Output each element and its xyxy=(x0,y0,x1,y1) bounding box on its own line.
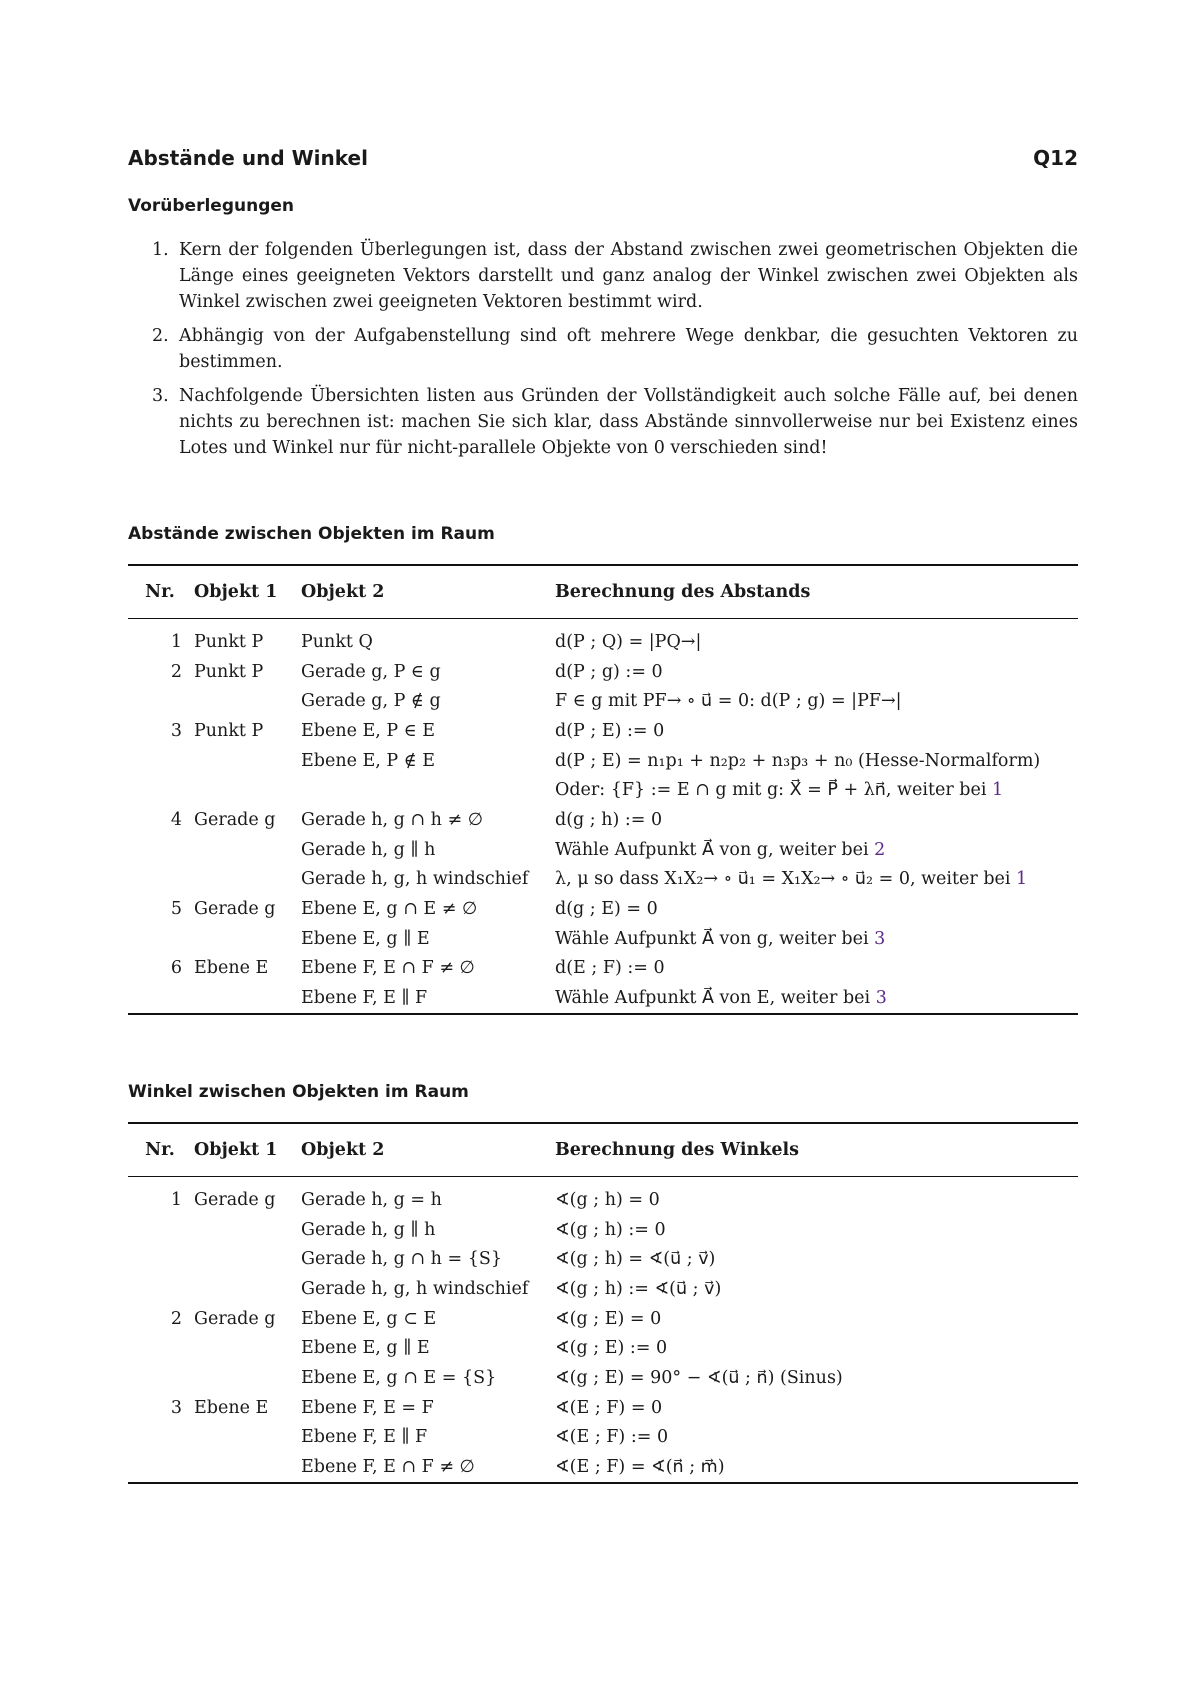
list-item xyxy=(128,237,1078,315)
object-2-cell-text: Ebene E, g ⊂ E xyxy=(301,1308,437,1329)
calculation-cell-text: F ∈ g mit PF→ ∘ u⃗ = 0: d(P ; g) = |PF→| xyxy=(555,691,902,712)
row-number xyxy=(128,716,192,746)
object-2-cell xyxy=(301,954,555,984)
cross-reference-link[interactable]: 3 xyxy=(874,928,886,949)
calculation-cell-text: Wähle Aufpunkt A⃗ von g, weiter bei xyxy=(555,839,875,860)
object-1-cell xyxy=(192,835,301,865)
calculation-cell-text: Oder: {F} := E ∩ g mit g: X⃗ = P⃗ + λn⃗, weiter bei xyxy=(555,780,992,801)
table-header-row xyxy=(128,1123,1078,1177)
table-row xyxy=(128,983,1078,1014)
calculation-cell-text: d(P ; Q) = |PQ→| xyxy=(555,631,702,652)
row-number xyxy=(128,1423,192,1453)
calculation-cell xyxy=(555,1215,1078,1245)
cross-reference-link[interactable]: 1 xyxy=(992,780,1004,801)
calculation-cell-text: ∢(E ; F) = 0 xyxy=(555,1397,663,1418)
object-2-cell-text: Ebene E, P ∉ E xyxy=(301,750,436,771)
table-row xyxy=(128,924,1078,954)
row-number-text: 4 xyxy=(170,809,182,830)
document-title: Abstände und Winkel xyxy=(128,146,368,170)
calculation-cell xyxy=(555,835,1078,865)
distances-table xyxy=(128,564,1078,1015)
calculation-cell-text: d(g ; h) := 0 xyxy=(555,809,663,830)
object-2-cell xyxy=(301,835,555,865)
calculation-cell xyxy=(555,1393,1078,1423)
table-row xyxy=(128,1363,1078,1393)
calculation-cell-text: Wähle Aufpunkt A⃗ von E, weiter bei xyxy=(555,988,876,1009)
list-item xyxy=(128,383,1078,461)
column-header: Objekt 2 xyxy=(301,565,555,619)
calculation-cell-text: ∢(g ; E) = 0 xyxy=(555,1308,662,1329)
calculation-cell xyxy=(555,954,1078,984)
object-2-cell xyxy=(301,746,555,776)
object-1-cell xyxy=(192,1177,301,1215)
object-2-cell-text: Gerade h, g ∩ h ≠ ∅ xyxy=(301,809,483,830)
object-1-cell-text: Ebene E xyxy=(194,1397,269,1418)
calculation-cell xyxy=(555,1452,1078,1483)
object-2-cell xyxy=(301,894,555,924)
object-1-cell xyxy=(192,716,301,746)
object-1-cell xyxy=(192,924,301,954)
row-number xyxy=(128,1215,192,1245)
calculation-cell-text: ∢(g ; h) = ∢(u⃗ ; v⃗) xyxy=(555,1249,716,1270)
object-2-cell-text: Ebene F, E ∩ F ≠ ∅ xyxy=(301,1457,475,1478)
document-header xyxy=(128,146,1078,170)
row-number xyxy=(128,835,192,865)
object-1-cell xyxy=(192,775,301,805)
row-number-text: 1 xyxy=(170,631,182,652)
list-item-text: Abhängig von der Aufgabenstellung sind oft mehrere Wege denkbar, die gesuchten Vektoren zu bestimmen. xyxy=(179,326,1078,372)
object-1-cell xyxy=(192,1304,301,1334)
course-label: Q12 xyxy=(1033,146,1078,170)
column-header: Berechnung des Winkels xyxy=(555,1123,1078,1177)
calculation-cell-text: d(P ; g) := 0 xyxy=(555,661,663,682)
calculation-cell-text: Wähle Aufpunkt A⃗ von g, weiter bei xyxy=(555,928,875,949)
list-item-text: Nachfolgende Übersichten listen aus Gründen der Vollständigkeit auch solche Fälle auf, bei denen nichts zu berechnen ist: machen Sie sich klar, dass Abstände sinnvollerweise nur bei Existenz eines Lotes und Winkel nur für nicht-parallele Objekte von 0 verschieden sind! xyxy=(179,386,1078,458)
object-1-cell-text: Gerade g xyxy=(194,1189,276,1210)
object-2-cell-text: Ebene F, E ∥ F xyxy=(301,988,428,1009)
table-row xyxy=(128,1304,1078,1334)
calculation-cell xyxy=(555,1363,1078,1393)
calculation-cell-text: d(g ; E) = 0 xyxy=(555,899,658,920)
row-number xyxy=(128,894,192,924)
calculation-cell-text: λ, μ so dass X₁X₂→ ∘ u⃗₁ = X₁X₂→ ∘ u⃗₂ = 0, weiter bei xyxy=(555,869,1017,890)
object-1-cell-text: Gerade g xyxy=(194,899,276,920)
cross-reference-link[interactable]: 3 xyxy=(875,988,887,1009)
object-2-cell-text: Punkt Q xyxy=(301,631,373,652)
preliminary-list xyxy=(128,237,1078,469)
object-2-cell xyxy=(301,1177,555,1215)
object-1-cell xyxy=(192,954,301,984)
object-2-cell xyxy=(301,716,555,746)
column-header: Nr. xyxy=(128,565,192,619)
calculation-cell xyxy=(555,1423,1078,1453)
calculation-cell-text: d(P ; E) = n₁p₁ + n₂p₂ + n₃p₃ + n₀ (Hesse-Normalform) xyxy=(555,750,1041,771)
table-row xyxy=(128,716,1078,746)
row-number xyxy=(128,657,192,687)
calculation-cell-text: ∢(g ; h) = 0 xyxy=(555,1189,660,1210)
calculation-cell xyxy=(555,775,1078,805)
row-number xyxy=(128,1244,192,1274)
object-2-cell xyxy=(301,1363,555,1393)
object-1-cell xyxy=(192,1393,301,1423)
object-1-cell-text: Punkt P xyxy=(194,661,264,682)
table-row xyxy=(128,835,1078,865)
column-header: Objekt 2 xyxy=(301,1123,555,1177)
row-number xyxy=(128,1333,192,1363)
calculation-cell-text: ∢(g ; h) := 0 xyxy=(555,1219,666,1240)
object-2-cell xyxy=(301,1215,555,1245)
object-1-cell xyxy=(192,619,301,657)
row-number-text: 5 xyxy=(170,899,182,920)
table-row xyxy=(128,1393,1078,1423)
object-1-cell xyxy=(192,1274,301,1304)
object-2-cell-text: Gerade h, g = h xyxy=(301,1189,442,1210)
row-number xyxy=(128,983,192,1014)
object-1-cell xyxy=(192,1423,301,1453)
calculation-cell xyxy=(555,983,1078,1014)
object-2-cell-text: Ebene E, g ∥ E xyxy=(301,928,430,949)
table-row xyxy=(128,1423,1078,1453)
object-2-cell-text: Ebene F, E ∩ F ≠ ∅ xyxy=(301,958,475,979)
calculation-cell xyxy=(555,1333,1078,1363)
object-1-cell-text: Punkt P xyxy=(194,720,264,741)
row-number-text: 3 xyxy=(170,720,182,741)
object-1-cell-text: Gerade g xyxy=(194,809,276,830)
object-2-cell xyxy=(301,924,555,954)
object-2-cell-text: Ebene E, g ∩ E ≠ ∅ xyxy=(301,899,478,920)
object-1-cell-text: Punkt P xyxy=(194,631,264,652)
object-2-cell xyxy=(301,1423,555,1453)
object-2-cell-text: Ebene F, E ∥ F xyxy=(301,1427,428,1448)
calculation-cell xyxy=(555,1304,1078,1334)
calculation-cell xyxy=(555,716,1078,746)
row-number xyxy=(128,865,192,895)
calculation-cell xyxy=(555,1244,1078,1274)
cross-reference-link[interactable]: 2 xyxy=(874,839,886,860)
object-2-cell-text: Gerade h, g, h windschief xyxy=(301,869,529,890)
object-1-cell-text: Ebene E xyxy=(194,958,269,979)
list-item-number: 1. xyxy=(152,240,169,260)
list-item xyxy=(128,323,1078,375)
row-number-text: 6 xyxy=(170,958,182,979)
table-row xyxy=(128,865,1078,895)
object-1-cell xyxy=(192,805,301,835)
cross-reference-link[interactable]: 1 xyxy=(1016,869,1028,890)
object-2-cell-text: Gerade g, P ∉ g xyxy=(301,691,441,712)
angles-table xyxy=(128,1122,1078,1484)
table-row xyxy=(128,775,1078,805)
row-number-text: 2 xyxy=(170,1308,182,1329)
object-2-cell-text: Ebene E, g ∥ E xyxy=(301,1338,430,1359)
calculation-cell xyxy=(555,619,1078,657)
row-number xyxy=(128,775,192,805)
list-item-text: Kern der folgenden Überlegungen ist, dass der Abstand zwischen zwei geometrischen Objekten die Länge eines geeigneten Vektors darstellt und ganz analog der Winkel zwischen zwei Objekten als Winkel zwischen zwei geeigneten Vektoren bestimmt wird. xyxy=(179,240,1078,312)
object-1-cell-text: Gerade g xyxy=(194,1308,276,1329)
row-number-text: 3 xyxy=(170,1397,182,1418)
calculation-cell xyxy=(555,865,1078,895)
calculation-cell xyxy=(555,686,1078,716)
object-2-cell-text: Gerade g, P ∈ g xyxy=(301,661,441,682)
calculation-cell xyxy=(555,805,1078,835)
table-row xyxy=(128,619,1078,657)
row-number-text: 2 xyxy=(170,661,182,682)
column-header: Objekt 1 xyxy=(192,1123,301,1177)
section-heading-angles: Winkel zwischen Objekten im Raum xyxy=(128,1082,469,1102)
calculation-cell xyxy=(555,924,1078,954)
object-1-cell xyxy=(192,1215,301,1245)
section-heading-distances: Abstände zwischen Objekten im Raum xyxy=(128,524,495,544)
row-number xyxy=(128,1274,192,1304)
calculation-cell-text: ∢(E ; F) = ∢(n⃗ ; m⃗) xyxy=(555,1457,725,1478)
table-row xyxy=(128,894,1078,924)
object-2-cell xyxy=(301,805,555,835)
calculation-cell xyxy=(555,1274,1078,1304)
object-2-cell-text: Ebene E, g ∩ E = {S} xyxy=(301,1367,497,1388)
object-2-cell xyxy=(301,775,555,805)
object-2-cell xyxy=(301,865,555,895)
row-number xyxy=(128,805,192,835)
object-2-cell-text: Gerade h, g ∥ h xyxy=(301,1219,436,1240)
table-row xyxy=(128,686,1078,716)
object-1-cell xyxy=(192,1452,301,1483)
calculation-cell xyxy=(555,894,1078,924)
table-row xyxy=(128,1333,1078,1363)
object-2-cell-text: Gerade h, g ∩ h = {S} xyxy=(301,1249,502,1270)
calculation-cell-text: ∢(E ; F) := 0 xyxy=(555,1427,669,1448)
object-2-cell xyxy=(301,686,555,716)
row-number xyxy=(128,619,192,657)
table-row xyxy=(128,746,1078,776)
object-2-cell xyxy=(301,983,555,1014)
row-number xyxy=(128,1452,192,1483)
column-header: Nr. xyxy=(128,1123,192,1177)
section-heading-preliminary: Vorüberlegungen xyxy=(128,196,295,216)
table-row xyxy=(128,954,1078,984)
table-row xyxy=(128,1274,1078,1304)
object-1-cell xyxy=(192,657,301,687)
object-1-cell xyxy=(192,894,301,924)
table-row xyxy=(128,1452,1078,1483)
object-1-cell xyxy=(192,686,301,716)
object-2-cell xyxy=(301,1333,555,1363)
object-2-cell xyxy=(301,657,555,687)
table-row xyxy=(128,1177,1078,1215)
object-1-cell xyxy=(192,1244,301,1274)
row-number xyxy=(128,924,192,954)
calculation-cell-text: ∢(g ; E) := 0 xyxy=(555,1338,668,1359)
calculation-cell xyxy=(555,1177,1078,1215)
object-1-cell xyxy=(192,746,301,776)
column-header: Objekt 1 xyxy=(192,565,301,619)
object-2-cell-text: Ebene E, P ∈ E xyxy=(301,720,436,741)
calculation-cell xyxy=(555,657,1078,687)
calculation-cell-text: d(E ; F) := 0 xyxy=(555,958,665,979)
list-item-number: 3. xyxy=(152,386,169,406)
calculation-cell-text: ∢(g ; h) := ∢(u⃗ ; v⃗) xyxy=(555,1278,722,1299)
row-number xyxy=(128,1393,192,1423)
object-2-cell xyxy=(301,619,555,657)
object-2-cell-text: Gerade h, g, h windschief xyxy=(301,1278,529,1299)
row-number-text: 1 xyxy=(170,1189,182,1210)
object-2-cell xyxy=(301,1452,555,1483)
object-1-cell xyxy=(192,865,301,895)
row-number xyxy=(128,1363,192,1393)
object-2-cell xyxy=(301,1244,555,1274)
table-row xyxy=(128,805,1078,835)
row-number xyxy=(128,686,192,716)
row-number xyxy=(128,1304,192,1334)
row-number xyxy=(128,1177,192,1215)
object-1-cell xyxy=(192,1363,301,1393)
object-2-cell xyxy=(301,1274,555,1304)
calculation-cell-text: d(P ; E) := 0 xyxy=(555,720,665,741)
row-number xyxy=(128,746,192,776)
object-2-cell-text: Gerade h, g ∥ h xyxy=(301,839,436,860)
table-row xyxy=(128,657,1078,687)
object-1-cell xyxy=(192,1333,301,1363)
list-item-number: 2. xyxy=(152,326,169,346)
row-number xyxy=(128,954,192,984)
object-2-cell xyxy=(301,1304,555,1334)
column-header: Berechnung des Abstands xyxy=(555,565,1078,619)
calculation-cell-text: ∢(g ; E) = 90° − ∢(u⃗ ; n⃗) (Sinus) xyxy=(555,1367,843,1388)
table-header-row xyxy=(128,565,1078,619)
object-2-cell-text: Ebene F, E = F xyxy=(301,1397,434,1418)
calculation-cell xyxy=(555,746,1078,776)
object-1-cell xyxy=(192,983,301,1014)
object-2-cell xyxy=(301,1393,555,1423)
table-row xyxy=(128,1244,1078,1274)
table-row xyxy=(128,1215,1078,1245)
